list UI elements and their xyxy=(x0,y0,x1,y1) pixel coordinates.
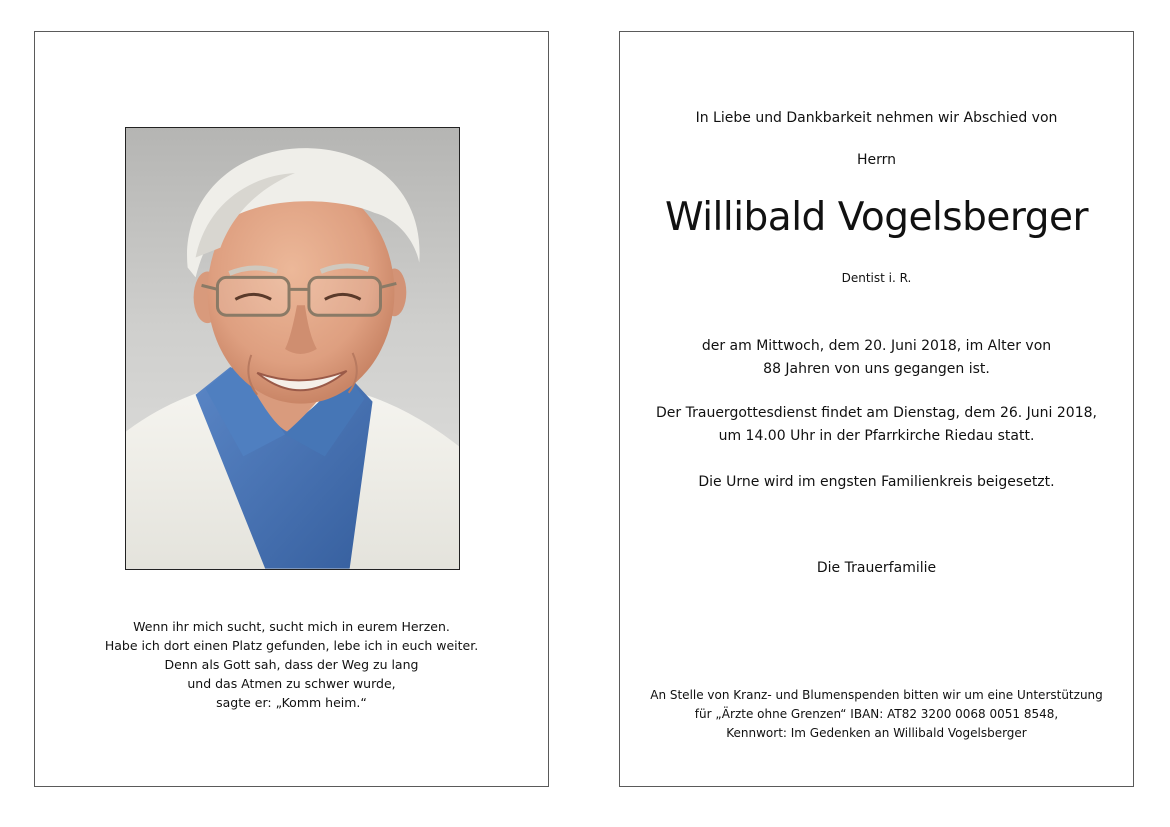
poem-line: und das Atmen zu schwer wurde, xyxy=(187,676,396,691)
poem-line: Denn als Gott sah, dass der Weg zu lang xyxy=(164,657,419,672)
deceased-title: Dentist i. R. xyxy=(841,271,912,285)
donation-line: An Stelle von Kranz- und Blumenspenden bitten wir um eine Unterstützung xyxy=(650,688,1103,702)
urn-line: Die Urne wird im engsten Familienkreis beigesetzt. xyxy=(698,474,1055,490)
poem-line: sagte er: „Komm heim.“ xyxy=(216,695,367,710)
right-page xyxy=(619,31,1134,787)
left-page xyxy=(34,31,549,787)
poem-line: Wenn ihr mich sucht, sucht mich in eurem Herzen. xyxy=(133,619,450,634)
poem-line: Habe ich dort einen Platz gefunden, lebe ich in euch weiter. xyxy=(104,638,479,653)
donation-line: für „Ärzte ohne Grenzen“ IBAN: AT82 3200 0068 0051 8548, xyxy=(694,707,1059,721)
glasses-lens-right xyxy=(309,277,381,315)
portrait-photo xyxy=(125,127,460,570)
intro-text: In Liebe und Dankbarkeit nehmen wir Abschied von xyxy=(695,110,1058,126)
salutation: Herrn xyxy=(856,152,897,168)
death-line: 88 Jahren von uns gegangen ist. xyxy=(763,361,990,377)
glasses-lens-left xyxy=(217,277,289,315)
poem xyxy=(35,617,548,712)
deceased-name: Willibald Vogelsberger xyxy=(665,195,1088,240)
service-line: Der Trauergottesdienst findet am Dienstag, dem 26. Juni 2018, xyxy=(656,405,1097,421)
signature: Die Trauerfamilie xyxy=(816,560,937,576)
death-line: der am Mittwoch, dem 20. Juni 2018, im Alter von xyxy=(701,338,1052,354)
portrait-illustration xyxy=(126,128,459,569)
service-line: um 14.00 Uhr in der Pfarrkirche Riedau statt. xyxy=(718,428,1035,444)
donation-line: Kennwort: Im Gedenken an Willibald Vogelsberger xyxy=(726,726,1027,740)
